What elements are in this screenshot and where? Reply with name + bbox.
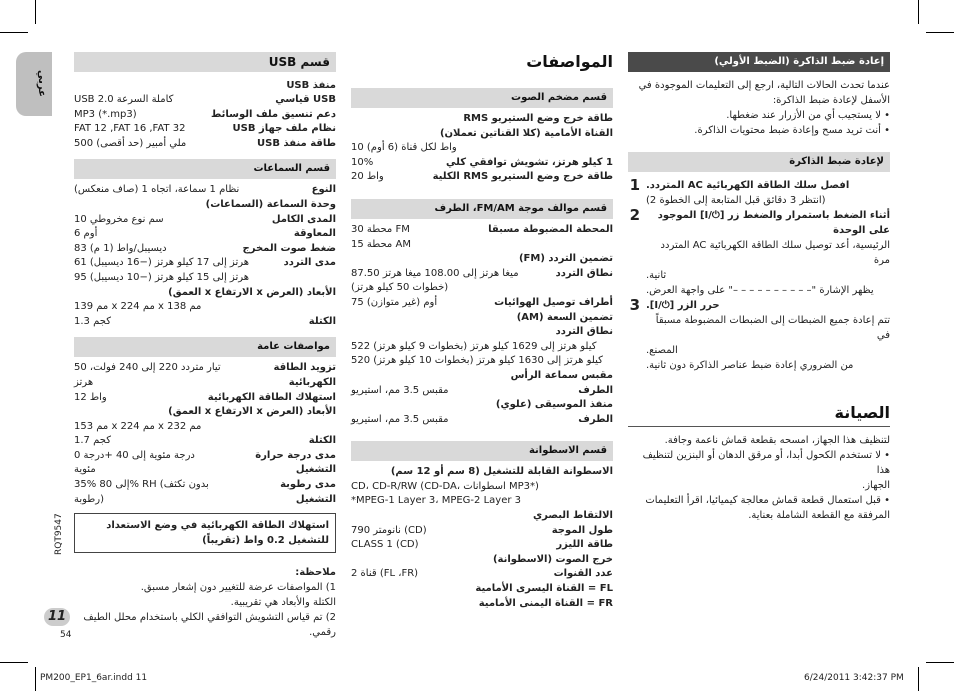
crop-mark — [918, 667, 919, 691]
step-number: 3 — [629, 296, 640, 314]
crop-mark — [35, 0, 36, 24]
reset-section-title: إعادة ضبط الذاكرة (الضبط الأولي) — [628, 52, 890, 72]
spec-row — [351, 354, 613, 369]
spec-value: 15 محطة AM — [351, 238, 411, 250]
maintenance-line: • لا تستخدم الكحول أبدا، أو مرقق الدهان أو البنزين لتنظيف هذا — [642, 450, 890, 476]
reset-step — [628, 178, 890, 193]
reset-step — [628, 313, 890, 343]
spec-label: مدى التردد — [283, 257, 336, 269]
spec-row — [351, 281, 613, 296]
spec-row — [74, 137, 336, 152]
spec-value: نظام 1 سماعة، اتجاه 1 (صاف منعكس) — [74, 184, 240, 196]
spec-label: نظام ملف جهاز USB — [232, 123, 336, 135]
spec-label: FL = القناة اليسرى الأمامية — [475, 583, 613, 595]
spec-row — [351, 524, 613, 539]
spec-label: أطراف توصيل الهوائيات — [494, 296, 613, 308]
spec-row — [351, 538, 613, 553]
spec-label: مقبس سماعة الرأس — [510, 369, 613, 381]
spec-row — [351, 156, 613, 171]
reset-intro-line: • لا يستجيب أي من الأزرار عند ضغطها. — [726, 110, 890, 121]
spec-row — [74, 271, 336, 286]
language-tab-label: عربي — [35, 70, 47, 97]
tuner-section-title: قسم موالف موجة FM/AM، الطرف — [351, 199, 613, 219]
step-text: من الضروري إعادة ضبط عناصر الذاكرة دون ثانية. — [646, 360, 854, 371]
spec-row — [351, 582, 613, 597]
step-number — [628, 238, 640, 268]
spec-label: القناة الأمامية (كلا القناتين تعملان) — [439, 127, 613, 139]
maintenance-line: لتنظيف هذا الجهاز، امسحه بقطعة قماش ناعمة وجافة. — [664, 435, 890, 446]
spec-row — [74, 242, 336, 257]
spec-value: 10 سم نوع مخروطي — [74, 213, 164, 225]
crop-mark — [0, 32, 28, 33]
spec-label: المدى الكامل — [271, 213, 336, 225]
spec-label: الاسطوانة القابلة للتشغيل (8 سم أو 12 سم) — [390, 466, 613, 478]
maintenance-line: • قبل استعمال قطعة قماش معالجة كيميائيا، اقرأ التعليمات — [645, 495, 890, 506]
reset-step — [628, 268, 890, 283]
maintenance-line: المرفقة مع القطعة الشاملة بعناية. — [748, 510, 890, 521]
spec-row — [74, 198, 336, 213]
step-text: افصل سلك الطاقة الكهربائية AC المتردد. — [646, 180, 850, 191]
reset-intro-line: عندما تحدث الحالات التالية، ارجع إلى التعليمات الموجودة في — [638, 80, 890, 91]
crop-mark — [35, 667, 36, 691]
spec-row — [74, 478, 336, 507]
left-column — [74, 52, 336, 640]
spec-row — [74, 183, 336, 198]
step-text: الرئيسية، أعد توصيل سلك الطاقة الكهربائية AC المتردد مرة — [660, 240, 890, 266]
spec-row — [351, 238, 613, 253]
spec-row — [74, 391, 336, 406]
spec-label: FR = القناة اليمنى الأمامية — [478, 597, 613, 609]
spec-row — [74, 300, 336, 315]
spec-value: MP3 (*.mp3) — [74, 108, 137, 120]
maintenance-title: الصيانة — [628, 403, 890, 427]
right-column — [628, 52, 890, 523]
spec-value: *MPEG-1 Layer 3، MPEG-2 Layer 3 — [351, 495, 521, 507]
crop-mark — [926, 32, 954, 33]
spec-row — [351, 325, 613, 340]
step-text: ثانية. — [646, 270, 667, 281]
page-sub-number: 54 — [60, 630, 72, 640]
spec-label: تضمين التردد (FM) — [518, 253, 613, 265]
reset-step — [628, 343, 890, 358]
spec-label: النوع — [311, 184, 336, 196]
spec-row — [351, 494, 613, 509]
spec-label: الأبعاد (العرض x الارتفاع x العمق) — [168, 286, 336, 298]
spec-value: 61 هرتز إلى 17 كيلو هرتز (−16 ديسيبل) — [74, 257, 250, 269]
spec-row — [74, 361, 336, 390]
spec-label: المحطة المضبوطة مسبقا — [488, 223, 613, 235]
notes-title: ملاحظة: — [295, 567, 336, 579]
spec-row — [74, 434, 336, 449]
spec-row — [351, 296, 613, 311]
spec-row — [351, 384, 613, 399]
spec-row — [351, 252, 613, 267]
step-text: تتم إعادة جميع الضبطات إلى الضبطات المضبوطة مسبقاً في — [655, 315, 890, 341]
spec-value: 12 واط — [74, 391, 107, 403]
reset-sub-title: لإعادة ضبط الذاكرة — [628, 152, 890, 172]
spec-label: USB قياسي — [275, 94, 336, 105]
reset-intro-line: • أنت تريد مسح وإعادة ضبط محتويات الذاكرة. — [694, 125, 890, 136]
spec-value: 522 كيلو هرتز إلى 1629 كيلو هرتز (بخطوات 9 كيلو هرتز) — [351, 340, 597, 352]
disc-section-title: قسم الاسطوانة — [351, 441, 613, 461]
spec-value: CLASS 1 (CD) — [351, 539, 419, 551]
reset-step — [628, 208, 890, 238]
footer-date: 6/24/2011 3:42:37 PM — [804, 673, 904, 683]
crop-mark — [918, 0, 919, 24]
spec-row — [351, 369, 613, 384]
page-title: المواصفات — [526, 52, 613, 71]
step-number — [628, 268, 640, 283]
spec-value: 87.50 ميغا هرتز إلى 108.00 ميغا هرتز — [351, 267, 519, 279]
spec-value: 0 درجة مئوية إلى 40 +درجة مئوية — [74, 449, 195, 476]
middle-column — [351, 52, 613, 611]
spec-row — [351, 465, 613, 480]
step-number — [628, 343, 640, 358]
spec-label: نطاق التردد — [555, 267, 613, 279]
usb-section-title: قسم USB — [74, 52, 336, 72]
spec-label: مدى درجة حرارة التشغيل — [255, 449, 336, 476]
spec-label: ضغط صوت المخرج — [242, 242, 336, 254]
spec-value: 1.7 كجم — [74, 435, 111, 447]
step-text: يظهر الإشارة "– – – – – – – – – –" على واجهة العرض. — [646, 285, 874, 296]
reset-step — [628, 358, 890, 373]
usb-port-label: منفذ USB — [286, 80, 336, 91]
spec-value: 2 قناة (FL ،FR) — [351, 568, 419, 580]
spec-label: استهلاك الطاقة الكهربائية — [207, 391, 336, 403]
spec-value: 6 أوم — [74, 228, 98, 240]
reset-step — [628, 283, 890, 298]
step-text: (انتظر 3 دقائق قبل المتابعة إلى الخطوة 2) — [646, 195, 826, 206]
spec-label: الأبعاد (العرض x الارتفاع x العمق) — [168, 406, 336, 418]
spec-row — [351, 340, 613, 355]
note-line: رقمي. — [309, 627, 336, 639]
spec-label: وحدة السماعة (السماعات) — [205, 198, 336, 210]
spec-label: تضمين السعة (AM) — [516, 311, 613, 323]
step-text: أثناء الضغط باستمرار والضغط زر [⏻/I] الموجود على الوحدة — [657, 210, 890, 236]
spec-row — [74, 122, 336, 137]
spec-label: الكتلة — [308, 315, 336, 327]
spec-row — [74, 227, 336, 242]
spec-value: USB 2.0 كاملة السرعة — [74, 94, 174, 105]
amp-section-title: قسم مضخم الصوت — [351, 88, 613, 108]
note-line: الكتلة والأبعاد هي تقريبية. — [230, 597, 336, 609]
spec-value: 153 مم x 224 مم x 232 مم — [74, 420, 202, 432]
spec-row — [351, 567, 613, 582]
spec-row — [351, 127, 613, 142]
spec-row — [351, 480, 613, 495]
spec-row — [351, 311, 613, 326]
step-number — [628, 358, 640, 373]
spec-label: الطرف — [578, 413, 613, 425]
reset-step — [628, 238, 890, 268]
spec-value: CD، CD-R/RW (CD-DA، اسطوانات MP3*) — [351, 480, 539, 492]
spec-row — [74, 405, 336, 420]
spec-row — [351, 553, 613, 568]
spec-row — [351, 413, 613, 428]
spec-value: 35% إلى 80% RH (بدون تكثف رطوبة) — [74, 479, 209, 505]
spec-value: (خطوات 50 كيلو هرتز) — [351, 282, 449, 294]
step-number — [628, 313, 640, 343]
spec-value: 20 واط — [351, 171, 384, 183]
spec-label: الالتقاط البصري — [532, 510, 613, 522]
language-tab — [16, 52, 52, 116]
footer-file: PM200_EP1_6ar.indd 11 — [40, 673, 148, 683]
page-number-badge: 11 — [44, 608, 70, 626]
step-number: 2 — [629, 206, 640, 224]
spec-value: تيار متردد 220 إلى 240 فولت، 50 هرتز — [74, 362, 221, 388]
spec-row — [74, 315, 336, 330]
spec-label: مدى رطوبة التشغيل — [280, 479, 336, 505]
spec-label: طاقة منفذ USB — [257, 137, 336, 149]
spec-label: نطاق التردد — [555, 326, 613, 338]
spec-label: طاقة الليزر — [556, 539, 613, 551]
spec-row — [351, 223, 613, 238]
spec-label: عدد القنوات — [553, 568, 613, 580]
step-text: حرر الزر [⏻/I]. — [646, 300, 720, 311]
maintenance-line: الجهاز. — [862, 480, 890, 491]
spec-value: 75 أوم (غير متوازن) — [351, 296, 438, 308]
spec-value: مقبس 3.5 مم، استيريو — [351, 384, 449, 396]
spec-row — [351, 398, 613, 413]
spec-label: طاقة خرج وضع الستيريو RMS الكلية — [432, 171, 613, 183]
spec-value: مقبس 3.5 مم، استيريو — [351, 413, 449, 425]
spec-row — [74, 213, 336, 228]
spec-row — [351, 141, 613, 156]
spec-row — [351, 267, 613, 282]
spec-label: طاقة خرج وضع الستيريو RMS — [463, 113, 613, 124]
spec-label: الكتلة — [308, 435, 336, 447]
reset-step — [628, 193, 890, 208]
step-text: المصنع. — [646, 345, 678, 356]
spec-row — [74, 420, 336, 435]
spec-row — [351, 170, 613, 185]
spec-value: 139 مم x 224 مم x 138 مم — [74, 301, 202, 313]
spec-value: 10 واط لكل قناة (6 أوم) — [351, 142, 457, 154]
step-number: 1 — [629, 176, 640, 194]
spec-value: 10% — [351, 156, 374, 168]
spec-label: المعاوقة — [293, 228, 336, 240]
spec-row — [74, 93, 336, 108]
spec-value: 500 ملي أمبير (حد أقصى) — [74, 137, 187, 149]
rqt-code: RQT9547 — [54, 513, 64, 555]
spec-label: خرج الصوت (الاسطوانة) — [492, 553, 613, 565]
standby-note: استهلاك الطاقة الكهربائية في وضع الاستعداد للتشغيل 0.2 واط (تقريباً) — [74, 513, 336, 553]
spec-row — [74, 449, 336, 478]
spec-value: 30 محطة FM — [351, 223, 410, 235]
general-section-title: مواصفات عامة — [74, 337, 336, 357]
spec-label: تزويد الطاقة الكهربائية — [273, 362, 336, 388]
spec-row — [74, 286, 336, 301]
spec-value: 790 نانومتر (CD) — [351, 524, 427, 536]
spec-label: 1 كيلو هرتز، تشويش توافقي كلي — [446, 156, 613, 168]
reset-intro-line: الأسفل لإعادة ضبط الذاكرة: — [772, 95, 890, 106]
spec-row — [351, 509, 613, 524]
spec-label: منفذ الموسيقى (علوي) — [495, 399, 613, 411]
spec-label: دعم تنسيق ملف الوسائط — [210, 108, 336, 120]
crop-mark — [926, 662, 954, 663]
spec-value: 520 كيلو هرتز إلى 1630 كيلو هرتز (بخطوات 10 كيلو هرتز) — [351, 355, 603, 367]
spec-row — [74, 256, 336, 271]
spec-row — [351, 112, 613, 127]
spec-label: الطرف — [578, 384, 613, 396]
spec-label: طول الموجة — [551, 524, 613, 536]
note-line: 2) تم قياس التشويش التوافقي الكلي باستخدام محلل الطيف — [83, 612, 336, 624]
spec-value: 1.3 كجم — [74, 315, 111, 327]
spec-value: 95 هرتز إلى 15 كيلو هرتز (−10 ديسيبل) — [74, 271, 250, 283]
spec-row — [74, 108, 336, 123]
speaker-section-title: قسم السماعات — [74, 159, 336, 179]
reset-step — [628, 298, 890, 313]
crop-mark — [0, 662, 28, 663]
spec-row — [351, 597, 613, 612]
spec-value: FAT 12 ,FAT 16 ,FAT 32 — [74, 123, 186, 135]
note-line: 1) المواصفات عرضة للتغيير دون إشعار مسبق. — [140, 582, 336, 594]
spec-value: 83 ديسيبل/واط (1 م) — [74, 242, 167, 254]
